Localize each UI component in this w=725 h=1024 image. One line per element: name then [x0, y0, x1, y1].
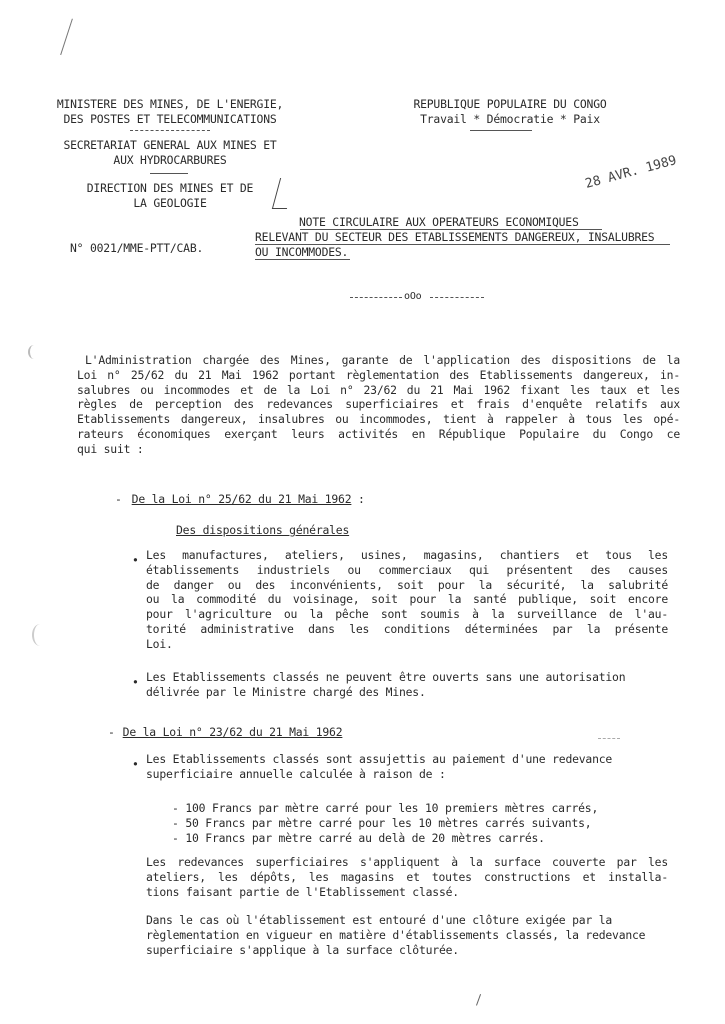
direction-line-1: DIRECTION DES MINES ET DE: [86, 181, 254, 195]
rate-line: - 50 Francs par mètre carré pour les 10 mètres carrés suivants,: [172, 815, 592, 830]
republic-name: REPUBLIQUE POPULAIRE DU CONGO: [413, 97, 607, 111]
rate-line: - 10 Francs par mètre carré au delà de 20 mètres carrés.: [172, 830, 545, 845]
divider: [150, 173, 188, 174]
para-line: tions faisant partie de l'Etablissement classé.: [146, 884, 459, 899]
secretariat-line-1: SECRETARIAT GENERAL AUX MINES ET: [63, 138, 277, 152]
intro-line: qui suit :: [77, 441, 144, 456]
para-line: Dans le cas où l'établissement est entouré d'une clôture exigée par la: [146, 913, 613, 927]
reference-number: N° 0021/MME-PTT/CAB.: [70, 241, 204, 255]
subject-block: [255, 215, 654, 260]
republic-header: [390, 97, 630, 127]
item-line: Les manufactures, ateliers, usines, magasins, chantiers et tous les: [146, 548, 668, 562]
para-line: règlementation en vigueur en matière d'établissements classés, la redevance: [146, 927, 646, 942]
scan-mark: [32, 624, 48, 646]
section-1-title: De la Loi n° 25/62 du 21 Mai 1962: [131, 492, 352, 506]
intro-line: règles de perception des redevances superficiaires et frais d'enquête relatifs aux: [77, 397, 680, 412]
section-2-heading: [108, 725, 342, 740]
ministry-name: [40, 97, 300, 127]
separator-text: oOo: [404, 291, 422, 302]
section-2-paragraph-2: [146, 913, 686, 957]
subject-underline: [255, 244, 670, 245]
section-bullet: -: [108, 725, 115, 739]
section-1-heading: [115, 492, 365, 507]
secretariat-line-2: AUX HYDROCARBURES: [113, 153, 227, 167]
separator: [350, 289, 485, 303]
secretariat-name: [40, 138, 300, 168]
scan-mark: [60, 19, 74, 56]
rates-list: [172, 801, 672, 845]
item-line: torité administrative dans les conditions déterminées par la présente: [146, 621, 668, 636]
separator-rule-left: [350, 297, 402, 298]
intro-line: L'Administration chargée des Mines, garante de l'application des dispositions de la: [85, 353, 680, 367]
section-2-item-1: [146, 752, 668, 782]
para-line: ateliers, les dépôts, les magasins et toutes constructions et installa-: [146, 869, 668, 884]
scan-mark: [598, 738, 620, 739]
section-1-item-2: [146, 670, 668, 700]
divider: [470, 130, 532, 131]
item-line: de danger ou des inconvénients, soit pour la sécurité, la salubrité: [146, 577, 668, 592]
item-line: pour l'agriculture ou la pêche sont soumis à la surveillance de l'au-: [146, 607, 668, 622]
item-line: Loi.: [146, 636, 173, 651]
bullet-dot: •: [132, 553, 139, 567]
republic-motto: Travail * Démocratie * Paix: [420, 112, 600, 126]
item-line: délivrée par le Ministre chargé des Mines.: [146, 684, 426, 699]
ministry-line-2: DES POSTES ET TELECOMMUNICATIONS: [63, 112, 277, 126]
subject-line-2: RELEVANT DU SECTEUR DES ETABLISSEMENTS DANGEREUX, INSALUBRES: [255, 230, 655, 244]
item-line: Les Etablissements classés sont assujettis au paiement d'une redevance: [146, 752, 613, 766]
item-line: établissements industriels ou commerciaux qui présentent des causes: [146, 562, 668, 577]
intro-line: salubres ou incommodes et de la Loi n° 23/62 du 21 Mai 1962 fixant les taux et les: [77, 382, 680, 397]
item-line: ou la commodité du voisinage, soit pour la santé publique, soit encore: [146, 592, 668, 607]
date-stamp: 28 AVR. 1989: [583, 153, 679, 192]
section-2-paragraph-1: [146, 855, 668, 899]
direction-name: [40, 181, 300, 211]
section-bullet: -: [115, 492, 122, 506]
subject-underline: [300, 229, 602, 230]
bullet-dot: •: [132, 757, 139, 771]
ministry-line-1: MINISTERE DES MINES, DE L'ENERGIE,: [56, 97, 284, 111]
intro-paragraph: [77, 353, 680, 457]
separator-rule-right: [430, 297, 484, 298]
intro-line: Etablissements dangereux, insalubres ou incommodes, tient à rappeler à tous les opé-: [77, 412, 680, 427]
scan-mark: [28, 345, 40, 359]
intro-line: Loi n° 25/62 du 21 Mai 1962 portant règlementation des Etablissements dangereux, in-: [77, 367, 680, 382]
section-1-item-1: [146, 548, 668, 652]
para-line: Les redevances superficiaires s'appliquent à la surface couverte par les: [146, 855, 668, 869]
divider: [130, 130, 210, 131]
bullet-dot: •: [132, 675, 139, 689]
section-1-subtitle: Des dispositions générales: [176, 523, 350, 537]
subject-line-1: NOTE CIRCULAIRE AUX OPERATEURS ECONOMIQUES: [299, 215, 579, 229]
intro-line: rateurs économiques exerçant leurs activités en République Populaire du Congo ce: [77, 426, 680, 441]
para-line: superficiaire s'applique à la surface clôturée.: [146, 942, 459, 957]
rate-line: - 100 Francs par mètre carré pour les 10 premiers mètres carrés,: [172, 801, 599, 815]
scan-mark: [476, 994, 482, 1006]
subject-line-3: OU INCOMMODES.: [255, 245, 349, 259]
item-line: Les Etablissements classés ne peuvent être ouverts sans une autorisation: [146, 670, 626, 684]
item-line: superficiaire annuelle calculée à raison de :: [146, 766, 446, 781]
section-2-title: De la Loi n° 23/62 du 21 Mai 1962: [122, 725, 343, 739]
subject-underline: [255, 259, 350, 260]
section-1-title-suffix: :: [351, 492, 365, 506]
direction-line-2: LA GEOLOGIE: [133, 196, 207, 210]
